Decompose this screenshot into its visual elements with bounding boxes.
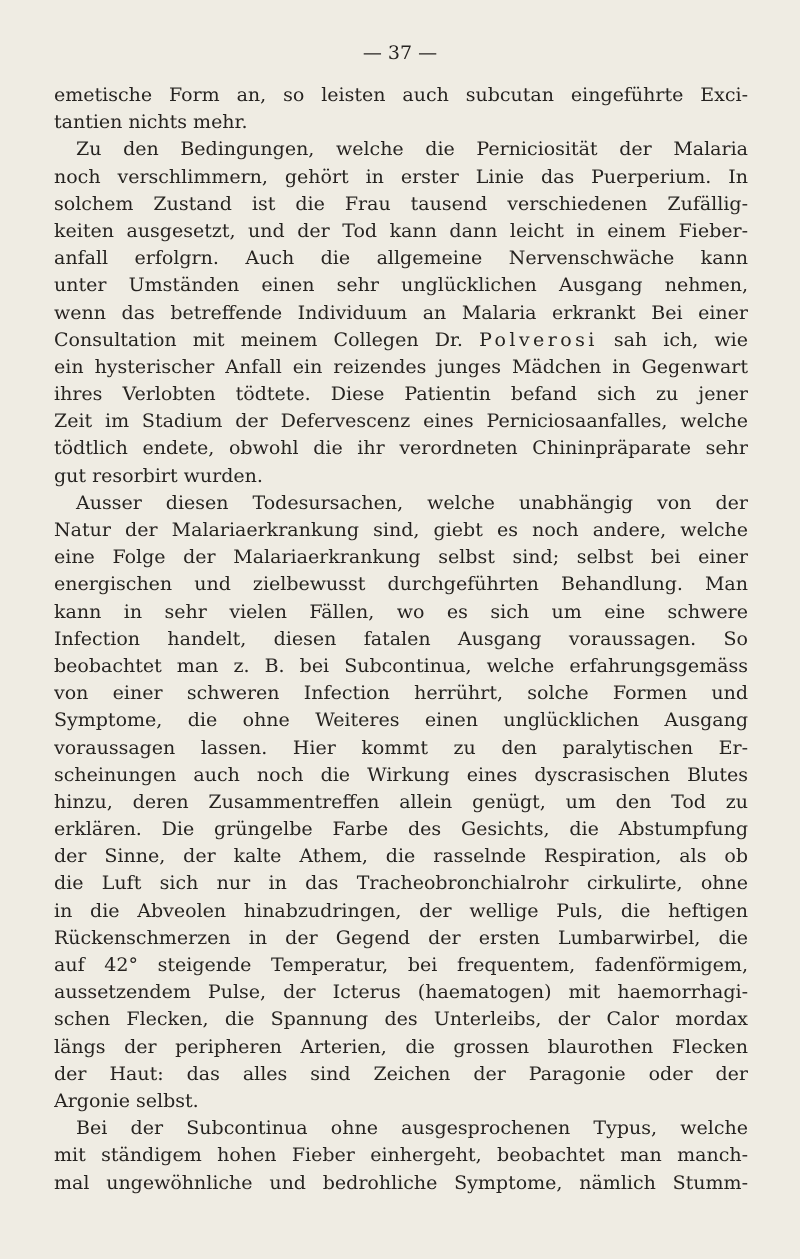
text-line: aussetzendem Pulse, der Icterus (haematogen) mit haemorrhagi- — [54, 981, 748, 1004]
text-line: voraussagen lassen. Hier kommt zu den paralytischen Er- — [54, 736, 748, 759]
text-line: ihres Verlobten tödtete. Diese Patientin befand sich zu jener — [54, 383, 748, 406]
text-line: ein hysterischer Anfall ein reizendes junges Mädchen in Gegenwart — [54, 355, 748, 378]
text-line: anfall erfolgrn. Auch die allgemeine Nervenschwäche kann — [54, 247, 748, 270]
text-line: Zu den Bedingungen, welche die Perniciosität der Malaria — [76, 138, 748, 161]
text-line: der Sinne, der kalte Athem, die rasselnde Respiration, als ob — [54, 845, 748, 868]
text-line: die Luft sich nur in das Tracheobronchialrohr cirkulirte, ohne — [54, 872, 748, 895]
text-line: mal ungewöhnliche und bedrohliche Symptome, nämlich Stumm- — [54, 1171, 748, 1194]
text-line: mit ständigem hohen Fieber einhergeht, beobachtet man manch- — [54, 1144, 748, 1167]
text-line: keiten ausgesetzt, und der Tod kann dann leicht in einem Fieber- — [54, 219, 748, 242]
text-line: erklären. Die grüngelbe Farbe des Gesichts, die Abstumpfung — [54, 818, 748, 841]
text-line: eine Folge der Malariaerkrankung selbst sind; selbst bei einer — [54, 546, 748, 569]
text-line: tödtlich endete, obwohl die ihr verordneten Chininpräparate sehr — [54, 437, 748, 460]
text-line: energischen und zielbewusst durchgeführten Behandlung. Man — [54, 573, 748, 596]
text-line: emetische Form an, so leisten auch subcutan eingeführte Exci- — [54, 84, 748, 106]
text-line: Infection handelt, diesen fatalen Ausgang voraussagen. So — [54, 627, 748, 650]
text-line: Zeit im Stadium der Defervescenz eines Perniciosaanfalles, welche — [54, 410, 748, 433]
text-line: noch verschlimmern, gehört in erster Linie das Puerperium. In — [54, 165, 748, 188]
text-line: hinzu, deren Zusammentreffen allein genügt, um den Tod zu — [54, 790, 748, 813]
text-line: wenn das betreffende Individuum an Malaria erkrankt Bei einer — [54, 301, 748, 324]
text-line: schen Flecken, die Spannung des Unterleibs, der Calor mordax — [54, 1008, 748, 1031]
text-line: scheinungen auch noch die Wirkung eines dyscrasischen Blutes — [54, 763, 748, 786]
text-line: der Haut: das alles sind Zeichen der Paragonie oder der — [54, 1062, 748, 1085]
text-line: Rückenschmerzen in der Gegend der ersten Lumbarwirbel, die — [54, 926, 748, 949]
text-line: Consultation mit meinem Collegen Dr. Polverosi sah ich, wie — [54, 328, 748, 351]
text-line: tantien nichts mehr. — [54, 111, 248, 134]
text-line: solchem Zustand ist die Frau tausend verschiedenen Zufällig- — [54, 192, 748, 215]
page-number: — 37 — — [362, 42, 438, 64]
text-line: in die Abveolen hinabzudringen, der wellige Puls, die heftigen — [54, 899, 748, 922]
text-line: Natur der Malariaerkrankung sind, giebt es noch andere, welche — [54, 519, 748, 541]
text-line: kann in sehr vielen Fällen, wo es sich um eine schwere — [54, 600, 748, 623]
text-line: längs der peripheren Arterien, die grossen blaurothen Flecken — [54, 1035, 748, 1058]
text-line: beobachtet man z. B. bei Subcontinua, welche erfahrungsgemäss — [54, 654, 748, 677]
text-line: Argonie selbst. — [54, 1089, 199, 1112]
text-line: Symptome, die ohne Weiteres einen unglücklichen Ausgang — [54, 709, 748, 732]
text-line: von einer schweren Infection herrührt, solche Formen und — [54, 682, 748, 705]
body-text — [54, 82, 748, 1197]
spaced-name: Polverosi — [479, 328, 598, 351]
text-line: gut resorbirt wurden. — [54, 464, 263, 487]
text-line: auf 42° steigende Temperatur, bei frequentem, fadenförmigem, — [54, 954, 748, 976]
text-line: unter Umständen einen sehr unglücklichen Ausgang nehmen, — [54, 274, 748, 297]
text-line: Bei der Subcontinua ohne ausgesprochenen Typus, welche — [76, 1117, 748, 1140]
text-line: Ausser diesen Todesursachen, welche unabhängig von der — [76, 491, 748, 514]
